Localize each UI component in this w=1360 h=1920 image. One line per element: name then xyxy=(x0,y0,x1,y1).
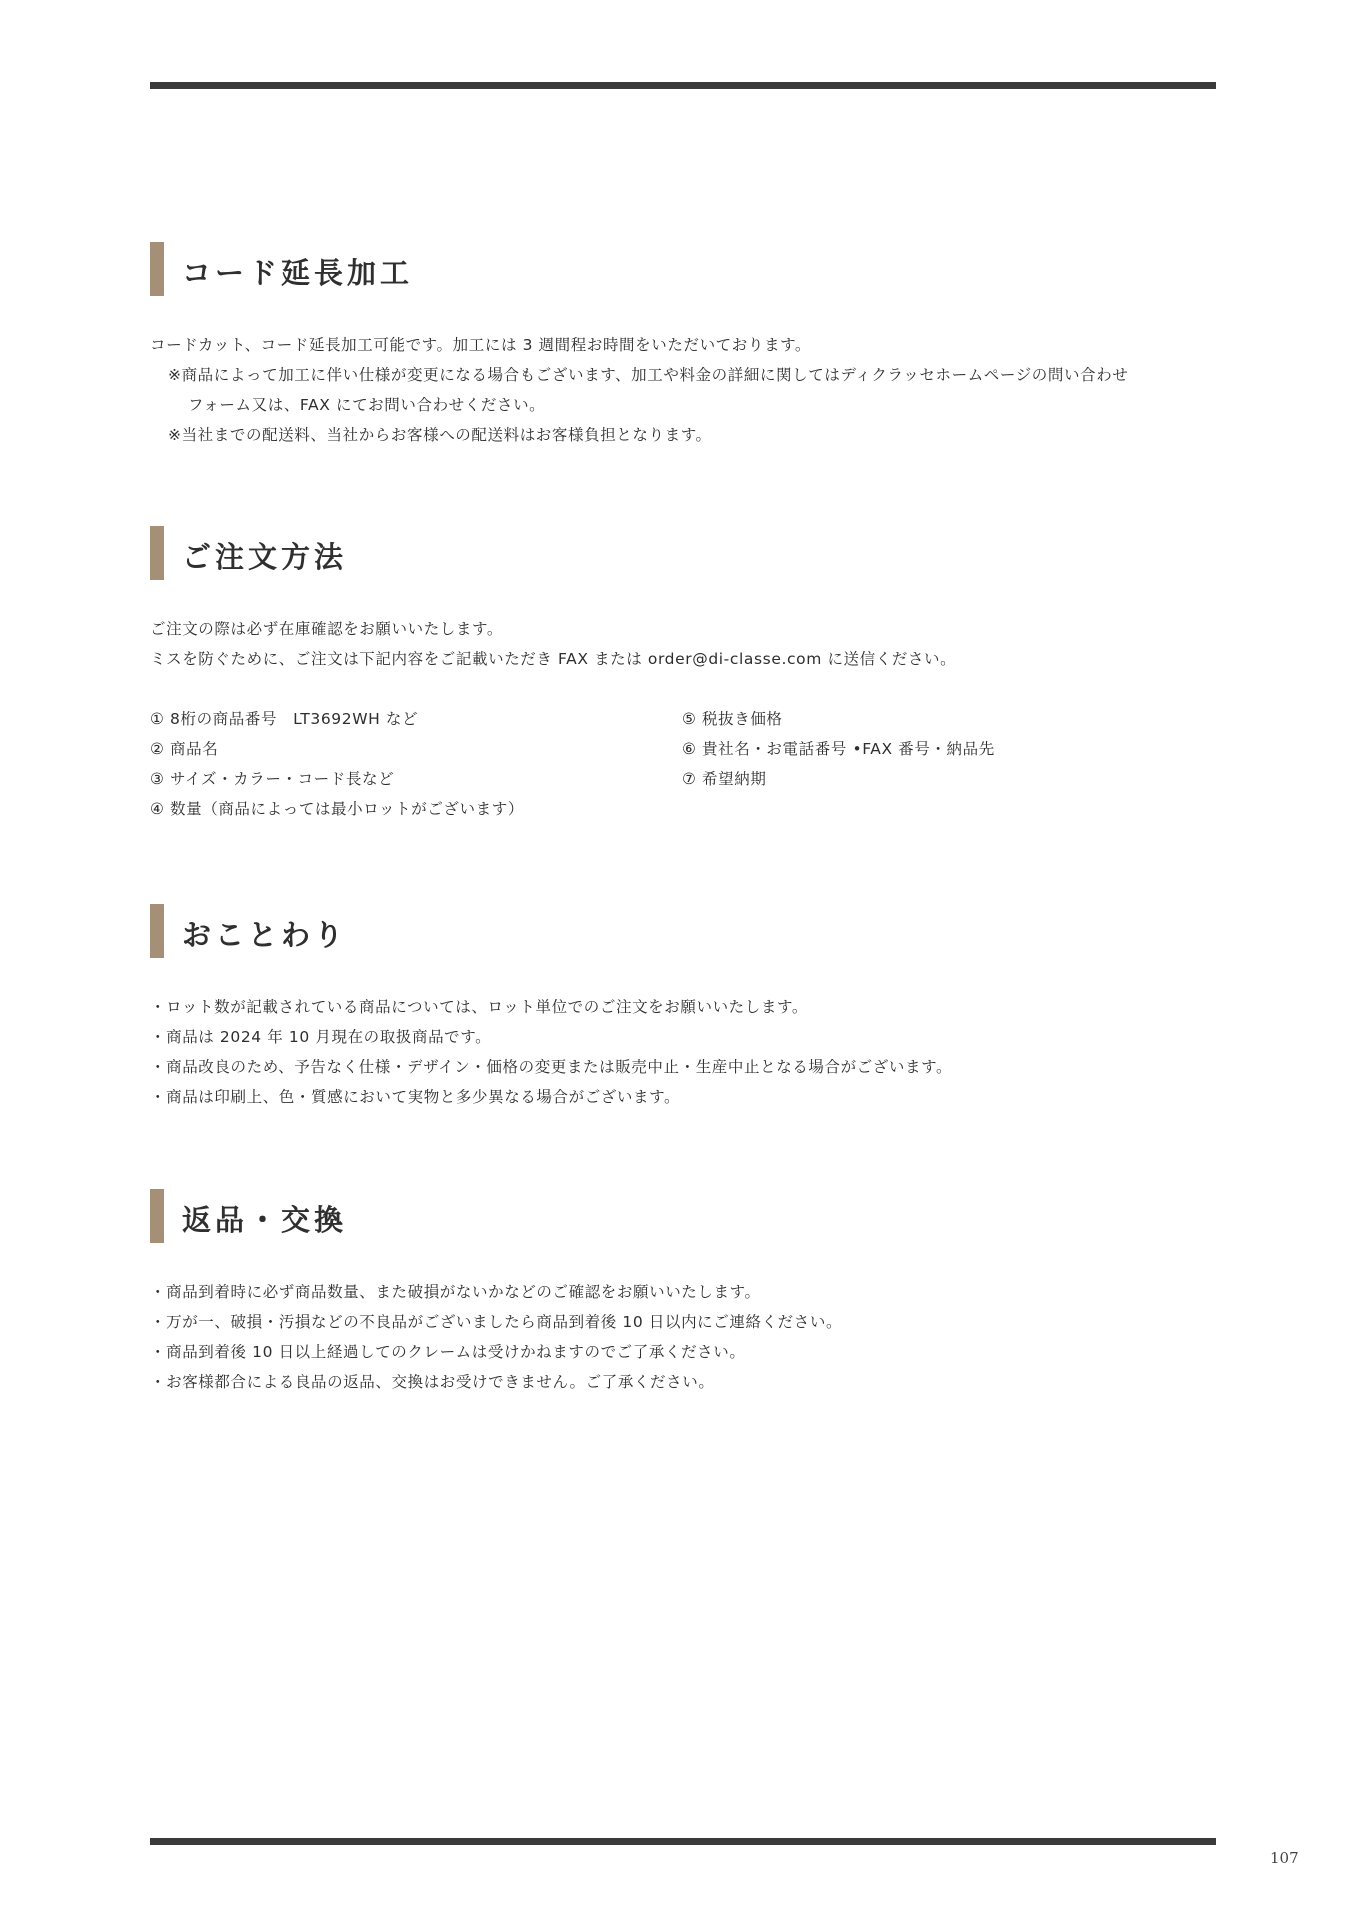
section-heading xyxy=(150,1189,1220,1243)
top-rule xyxy=(150,82,1216,89)
section-body xyxy=(150,330,1220,450)
heading-accent-bar xyxy=(150,242,164,296)
page-number: 107 xyxy=(1270,1849,1299,1867)
section-returns xyxy=(150,1189,1220,1397)
section-how-to-order xyxy=(150,526,1220,824)
order-item: ② 商品名 xyxy=(150,740,219,758)
bullet-line: ・商品到着後 10 日以上経過してのクレームは受けかねますのでご了承ください。 xyxy=(150,1343,746,1361)
order-item: ⑥ 貴社名・お電話番号 •FAX 番号・納品先 xyxy=(682,740,995,758)
heading-accent-bar xyxy=(150,904,164,958)
section-cord-extension xyxy=(150,242,1220,450)
heading-accent-bar xyxy=(150,526,164,580)
body-line: ご注文の際は必ず在庫確認をお願いいたします。 xyxy=(150,620,503,638)
order-items-right xyxy=(682,704,995,794)
section-body xyxy=(150,992,1220,1112)
bullet-line: ・商品は 2024 年 10 月現在の取扱商品です。 xyxy=(150,1028,492,1046)
order-items-left xyxy=(150,704,524,824)
section-title: コード延長加工 xyxy=(182,256,414,290)
body-line: フォーム又は、FAX にてお問い合わせください。 xyxy=(188,396,546,414)
section-title: 返品・交換 xyxy=(182,1203,348,1237)
body-line: コードカット、コード延長加工可能です。加工には 3 週間程お時間をいただいております。 xyxy=(150,336,812,354)
section-heading xyxy=(150,526,1220,580)
order-item: ① 8桁の商品番号 LT3692WH など xyxy=(150,710,419,728)
order-item: ③ サイズ・カラー・コード長など xyxy=(150,770,395,788)
bullet-line: ・お客様都合による良品の返品、交換はお受けできません。ご了承ください。 xyxy=(150,1373,715,1391)
order-item: ⑤ 税抜き価格 xyxy=(682,710,783,728)
body-line: ミスを防ぐために、ご注文は下記内容をご記載いただき FAX または order@di-classe.com に送信ください。 xyxy=(150,650,957,668)
body-line: ※商品によって加工に伴い仕様が変更になる場合もございます、加工や料金の詳細に関してはディクラッセホームページの問い合わせ xyxy=(168,366,1129,384)
body-line: ※当社までの配送料、当社からお客様への配送料はお客様負担となります。 xyxy=(168,426,712,444)
section-title: おことわり xyxy=(182,918,348,952)
bullet-line: ・商品改良のため、予告なく仕様・デザイン・価格の変更または販売中止・生産中止となる場合がございます。 xyxy=(150,1058,953,1076)
section-body xyxy=(150,614,1220,674)
section-notice xyxy=(150,904,1220,1112)
order-item: ④ 数量（商品によっては最小ロットがございます） xyxy=(150,800,524,818)
bullet-line: ・万が一、破損・汚損などの不良品がございましたら商品到着後 10 日以内にご連絡ください。 xyxy=(150,1313,843,1331)
heading-accent-bar xyxy=(150,1189,164,1243)
section-title: ご注文方法 xyxy=(182,540,348,574)
bullet-line: ・商品到着時に必ず商品数量、また破損がないかなどのご確認をお願いいたします。 xyxy=(150,1283,761,1301)
order-item: ⑦ 希望納期 xyxy=(682,770,767,788)
section-heading xyxy=(150,242,1220,296)
section-heading xyxy=(150,904,1220,958)
order-items xyxy=(150,704,1220,824)
bullet-line: ・ロット数が記載されている商品については、ロット単位でのご注文をお願いいたします。 xyxy=(150,998,808,1016)
bullet-line: ・商品は印刷上、色・質感において実物と多少異なる場合がございます。 xyxy=(150,1088,681,1106)
bottom-rule xyxy=(150,1838,1216,1845)
section-body xyxy=(150,1277,1220,1397)
